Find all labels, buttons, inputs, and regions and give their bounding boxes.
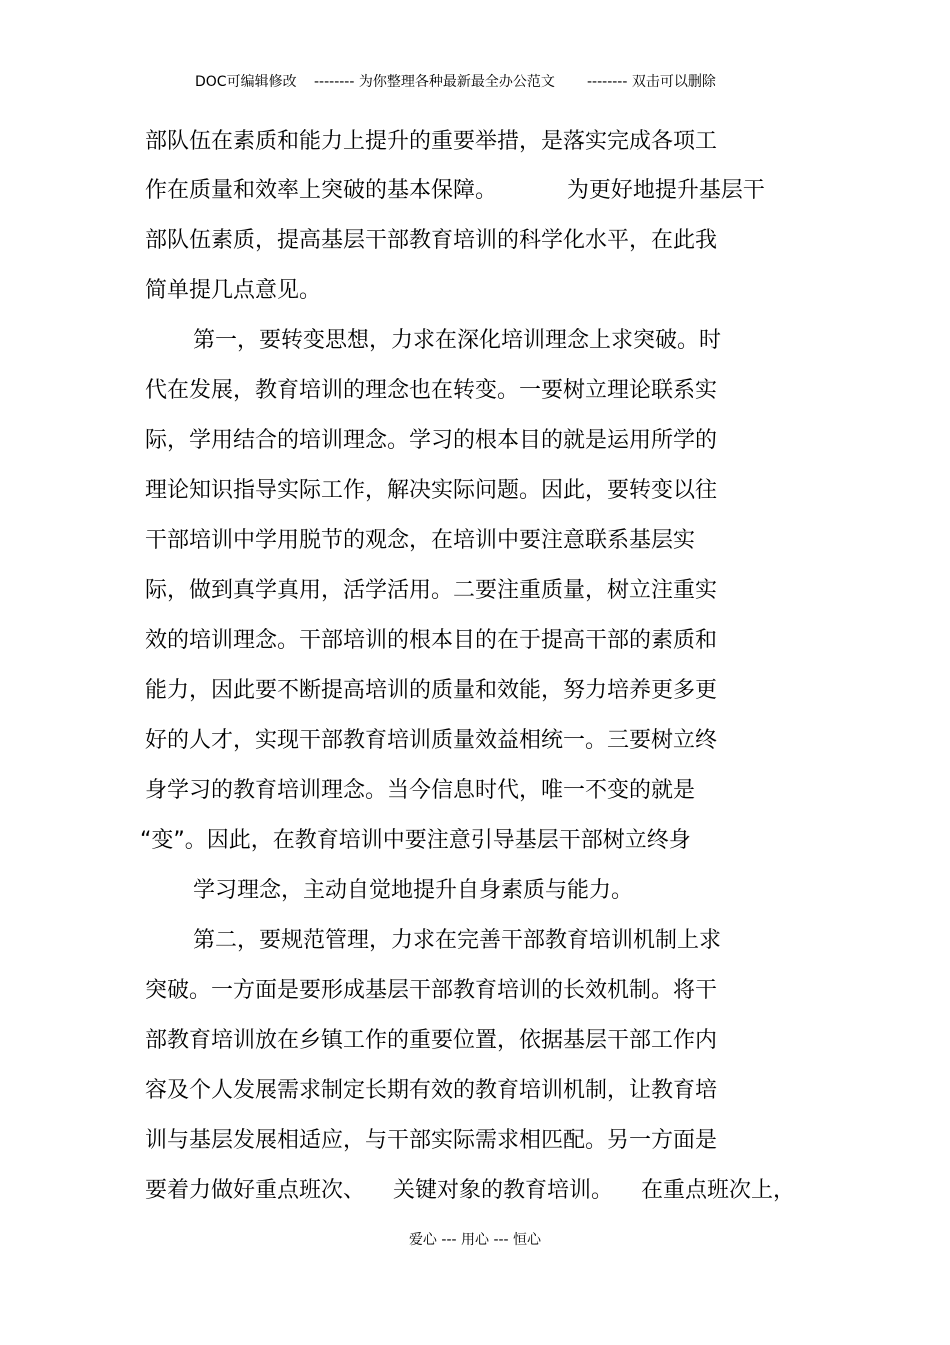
body-line: “变”。因此，在教育培训中要注意引导基层干部树立终身 xyxy=(140,828,691,853)
body-line: 干部培训中学用脱节的观念，在培训中要注意联系基层实 xyxy=(145,528,696,553)
body-line: 际，做到真学真用，活学活用。二要注重质量，树立注重实 xyxy=(145,578,718,603)
body-line: 际，学用结合的培训理念。学习的根本目的就是运用所学的 xyxy=(145,428,718,453)
body-line: 部队伍素质，提高基层干部教育培训的科学化水平，在此我 xyxy=(145,228,718,253)
body-line: 训与基层发展相适应，与干部实际需求相匹配。另一方面是 xyxy=(145,1128,718,1153)
body-line: 理论知识指导实际工作，解决实际问题。因此，要转变以往 xyxy=(145,478,718,503)
body-line: 要着力做好重点班次、 关键对象的教育培训。 在重点班次上， xyxy=(145,1178,795,1203)
body-line: 身学习的教育培训理念。当今信息时代，唯一不变的就是 xyxy=(145,778,696,803)
body-line: 好的人才，实现干部教育培训质量效益相统一。三要树立终 xyxy=(145,728,718,753)
body-line: 学习理念，主动自觉地提升自身素质与能力。 xyxy=(193,878,634,903)
body-line: 部教育培训放在乡镇工作的重要位置，依据基层干部工作内 xyxy=(145,1028,718,1053)
body-line: 容及个人发展需求制定长期有效的教育培训机制，让教育培 xyxy=(145,1078,718,1103)
body-line: 代在发展，教育培训的理念也在转变。一要树立理论联系实 xyxy=(145,378,718,403)
paragraph-first-line: 第二，要规范管理，力求在完善干部教育培训机制上求 xyxy=(193,928,722,953)
body-line: 突破。一方面是要形成基层干部教育培训的长效机制。将干 xyxy=(145,978,718,1003)
header-doc-label: DOC可编辑修改 xyxy=(195,74,297,90)
body-line: 部队伍在素质和能力上提升的重要举措，是落实完成各项工 xyxy=(145,129,718,154)
page-footer: 爱心 --- 用心 --- 恒心 xyxy=(408,1232,542,1248)
body-line: 简单提几点意见。 xyxy=(145,278,322,303)
body-line: 作在质量和效率上突破的基本保障。 为更好地提升基层干 xyxy=(145,178,765,203)
header-right-text: -------- 双击可以删除 xyxy=(587,74,716,90)
header-middle-text: -------- 为你整理各种最新最全办公范文 xyxy=(314,74,555,90)
paragraph-first-line: 第一，要转变思想，力求在深化培训理念上求突破。时 xyxy=(193,328,722,353)
body-line: 能力，因此要不断提高培训的质量和效能，努力培养更多更 xyxy=(145,678,718,703)
body-line: 效的培训理念。干部培训的根本目的在于提高干部的素质和 xyxy=(145,628,718,653)
page-header xyxy=(0,72,950,94)
